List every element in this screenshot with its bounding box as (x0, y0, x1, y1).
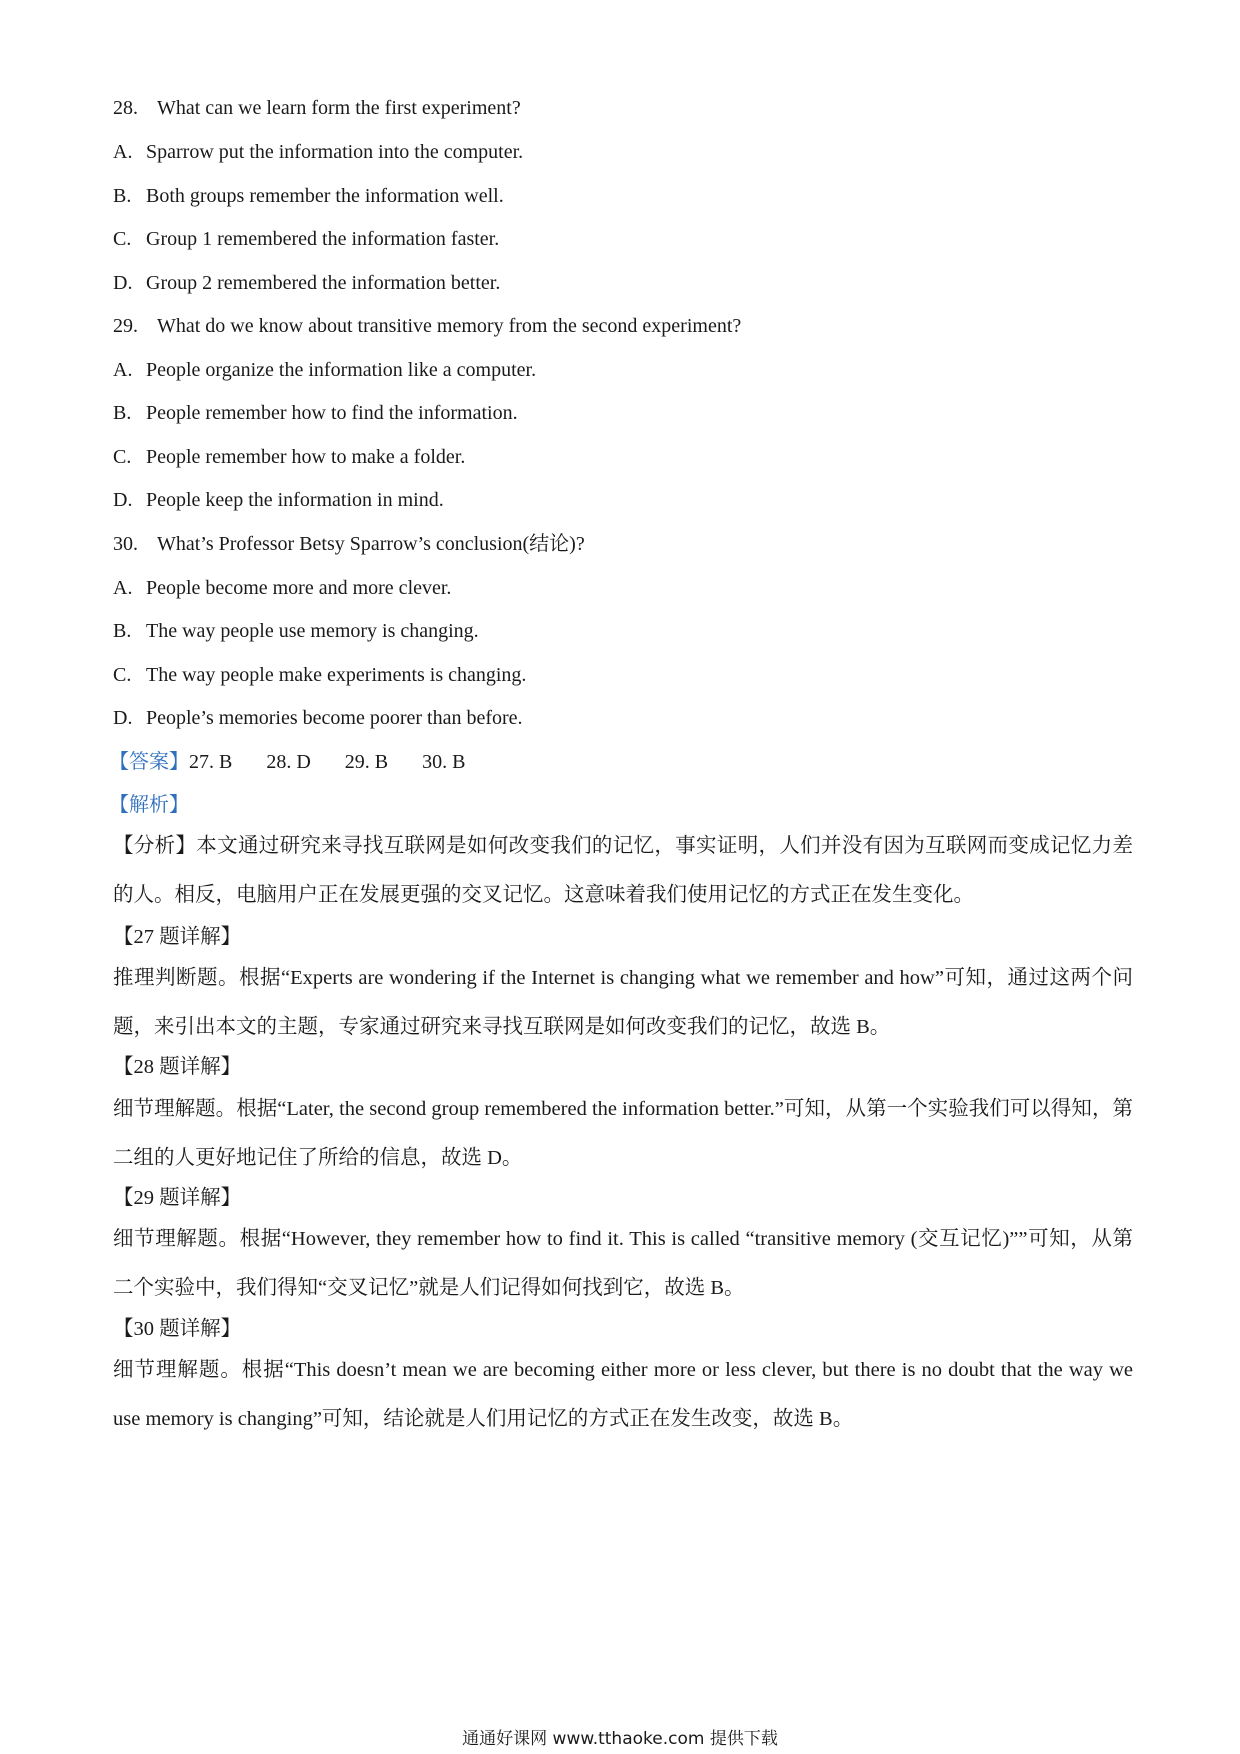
question-number: 29. (113, 315, 138, 337)
question-28-option-b (113, 183, 504, 209)
option-text: Both groups remember the information well. (146, 185, 504, 207)
summary-label: 【分析】 (113, 835, 197, 857)
detail-28-heading: 【28 题详解】 (113, 1056, 242, 1078)
question-text: What do we know about transitive memory from the second experiment? (157, 315, 742, 337)
question-29-option-b (113, 400, 518, 426)
option-letter: A. (113, 577, 133, 599)
option-letter: D. (113, 272, 133, 294)
option-text: People remember how to find the information. (146, 402, 518, 424)
analysis-label: 【解析】 (109, 794, 189, 816)
answer-item: 30. B (422, 751, 466, 773)
answer-item: 28. D (266, 751, 311, 773)
option-text: Group 2 remembered the information better. (146, 272, 501, 294)
answer-item: 27. B (189, 751, 233, 773)
option-text: People remember how to make a folder. (146, 446, 466, 468)
question-30-option-c (113, 662, 526, 688)
question-29 (113, 313, 741, 339)
option-text: People keep the information in mind. (146, 489, 444, 511)
answer-item: 29. B (344, 751, 389, 773)
option-text: People’s memories become poorer than before. (146, 707, 523, 729)
footer-source: 通通好课网 www.tthaoke.com 提供下载 (462, 1729, 778, 1749)
detail-27-heading: 【27 题详解】 (113, 926, 242, 948)
option-letter: D. (113, 707, 133, 729)
option-letter: B. (113, 620, 132, 642)
detail-30-text: 细节理解题。根据“This doesn’t mean we are becoming either more or less clever, but there is no doubt that the way we use memory is changing”可知，结论就是人们用记忆的方式正在发生改变，故选 B。 (113, 1359, 1133, 1430)
option-letter: D. (113, 489, 133, 511)
answer-label: 【答案】 (109, 751, 189, 773)
question-text: What can we learn form the first experiment? (157, 97, 521, 119)
option-letter: A. (113, 141, 133, 163)
answer-line (109, 749, 465, 775)
question-28-option-a (113, 139, 523, 165)
option-text: The way people use memory is changing. (146, 620, 479, 642)
question-30 (113, 531, 585, 557)
detail-30-heading: 【30 题详解】 (113, 1318, 242, 1340)
option-letter: B. (113, 185, 132, 207)
question-28-option-c (113, 226, 499, 252)
question-29-option-c (113, 444, 465, 470)
summary-text: 本文通过研究来寻找互联网是如何改变我们的记忆，事实证明，人们并没有因为互联网而变成记忆力差的人。相反，电脑用户正在发展更强的交叉记忆。这意味着我们使用记忆的方式正在发生变化。 (113, 835, 1134, 906)
detail-27-text: 推理判断题。根据“Experts are wondering if the Internet is changing what we remember and how”可知，通过这两个问题，来引出本文的主题，专家通过研究来寻找互联网是如何改变我们的记忆，故选 B。 (113, 967, 1133, 1038)
option-text: Group 1 remembered the information faster. (146, 228, 500, 250)
question-number: 28. (113, 97, 138, 119)
question-30-option-b (113, 618, 479, 644)
question-28-option-d (113, 270, 500, 296)
question-number: 30. (113, 533, 138, 555)
detail-29-heading: 【29 题详解】 (113, 1187, 242, 1209)
option-text: People become more and more clever. (146, 577, 452, 599)
question-29-option-d (113, 487, 444, 513)
summary-paragraph (113, 822, 1133, 919)
option-text: People organize the information like a computer. (146, 359, 537, 381)
detail-29-text: 细节理解题。根据“However, they remember how to find it. This is called “transitive memory (交互记忆)””可知，从第二个实验中，我们得知“交叉记忆”就是人们记得如何找到它，故选 B。 (113, 1228, 1133, 1299)
question-28 (113, 95, 521, 121)
option-letter: C. (113, 664, 132, 686)
question-29-option-a (113, 357, 536, 383)
question-text: What’s Professor Betsy Sparrow’s conclusion(结论)? (157, 533, 585, 555)
option-letter: B. (113, 402, 132, 424)
option-text: Sparrow put the information into the computer. (146, 141, 524, 163)
question-30-option-d (113, 705, 523, 731)
option-text: The way people make experiments is changing. (146, 664, 527, 686)
option-letter: C. (113, 228, 132, 250)
question-30-option-a (113, 575, 451, 601)
detail-28-text: 细节理解题。根据“Later, the second group remembered the information better.”可知，从第一个实验我们可以得知，第二组的人更好地记住了所给的信息，故选 D。 (113, 1098, 1133, 1169)
option-letter: A. (113, 359, 133, 381)
option-letter: C. (113, 446, 132, 468)
